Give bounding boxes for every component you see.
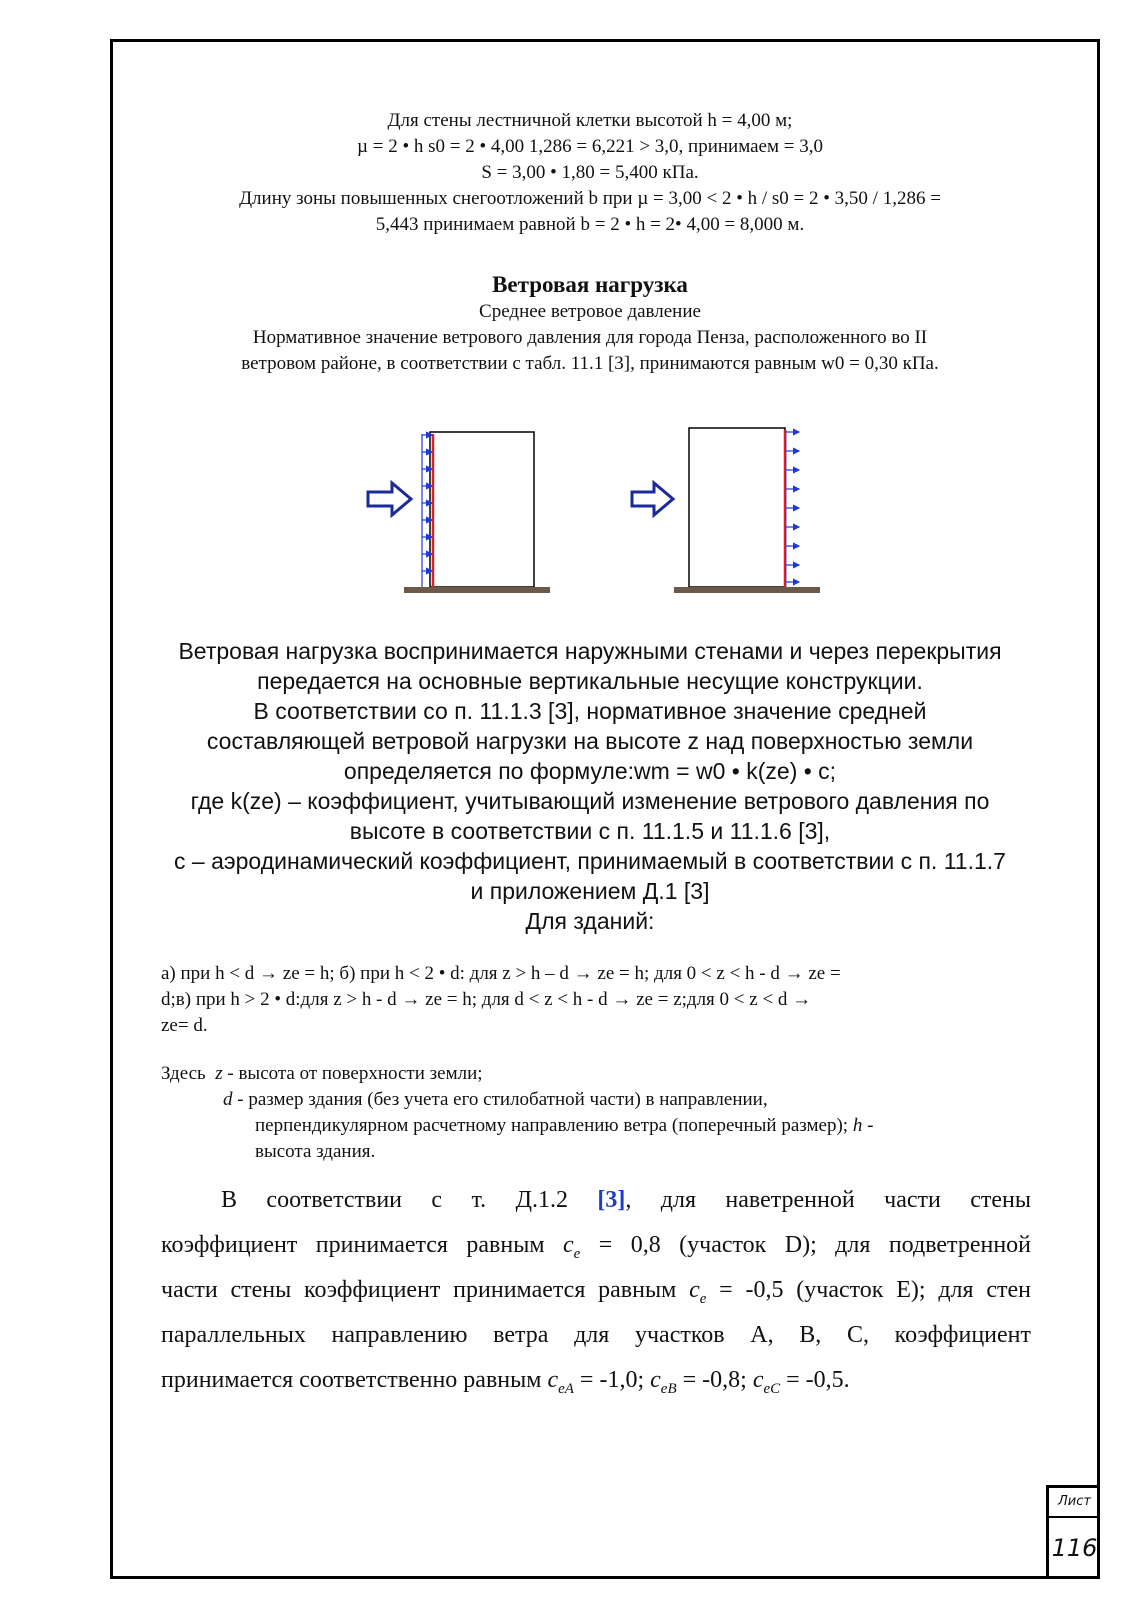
snow-line-2: µ = 2 • h s0 = 2 • 4,00 1,286 = 6,221 > 3,0, принимаем = 3,0 (357, 136, 823, 157)
subscript-e: e (573, 1245, 581, 1262)
body-line-1: Ветровая нагрузка воспринимается наружными стенами и через перекрытия (178, 638, 1002, 664)
body-line-4: составляющей ветровой нагрузки на высоте z над поверхностью земли (206, 728, 974, 754)
coef-text: части стены коэффициент принимается равным (161, 1277, 690, 1303)
note-d (223, 1087, 1023, 1113)
body-line-2: передается на основные вертикальные несущие конструкции. (257, 668, 923, 694)
note-d-cont (255, 1113, 1035, 1139)
coef-text: , для наветренной части стены (625, 1187, 1031, 1213)
cases-line-2: d;в) при h > 2 • d:для z > h - d → ze = h; для d < z < h - d → ze = z;для 0 < z < d → (161, 989, 812, 1010)
symbol-c: c (547, 1367, 559, 1393)
wind-norm-line-2: ветровом районе, в соответствии с табл. 11.1 [3], принимаются равным w0 = 0,30 кПа. (241, 353, 939, 374)
note-z-text: - высота от поверхности земли; (222, 1063, 483, 1084)
ground-strip (674, 587, 820, 593)
ground-strip (404, 587, 550, 593)
coef-line-4: параллельных направлению ветра для участков А, В, С, коэффициент (161, 1322, 1031, 1348)
wind-direction-arrow-icon (632, 483, 673, 515)
coef-text: коэффициент принимается равным (161, 1232, 563, 1258)
note-h-dash: - (862, 1115, 874, 1136)
wind-norm-line-1: Нормативное значение ветрового давления для города Пенза, расположенного во II (252, 327, 928, 348)
body-line-8: c – аэродинамический коэффициент, принимаемый в соответствии с п. 11.1.7 (174, 848, 1006, 874)
body-line-5: определяется по формуле:wm = w0 • k(ze) • c; (343, 758, 837, 784)
symbol-c: c (689, 1277, 700, 1303)
coef-line-1 (161, 1178, 1031, 1223)
symbol-h: h (852, 1115, 863, 1136)
coef-text: = 0,8 (участок D); для подветренной (580, 1232, 1032, 1258)
symbol-z: z (215, 1063, 223, 1084)
wind-subtitle: Среднее ветровое давление (479, 301, 701, 322)
coef-line-5 (161, 1358, 1031, 1412)
reference-link[interactable]: [3] (597, 1187, 626, 1213)
symbol-c: c (752, 1367, 764, 1393)
page-number: 116 (1051, 1534, 1098, 1562)
coef-text: принимается соответственно равным (161, 1367, 548, 1393)
wind-direction-arrow-icon (368, 483, 411, 515)
coef-text: = -0,5 (участок E); для стен (706, 1277, 1031, 1303)
subscript-eA: eA (558, 1380, 574, 1397)
subscript-e: e (699, 1290, 707, 1307)
symbol-d: d (223, 1089, 233, 1110)
note-d-text: - размер здания (без учета его стилобатной части) в направлении, (232, 1089, 768, 1110)
cases-line-1: а) при h < d → ze = h; б) при h < 2 • d: для z > h – d → ze = h; для 0 < z < h - d → ze = (161, 963, 841, 984)
building-leeward (632, 428, 820, 593)
building-windward (368, 432, 550, 593)
note-h-text: высота здания. (255, 1141, 376, 1162)
coef-text: В соответствии с т. Д.1.2 (221, 1187, 598, 1213)
wind-title: Ветровая нагрузка (492, 272, 688, 297)
body-line-7: высоте в соответствии с п. 11.1.5 и 11.1.6 [3], (349, 818, 831, 844)
note-z (161, 1061, 1031, 1087)
note-d-text-2: перпендикулярном расчетному направлению ветра (поперечный размер); (255, 1115, 849, 1136)
sheet-stamp (1046, 1485, 1100, 1579)
subscript-eC: eC (763, 1380, 781, 1397)
body-line-3: В соответствии со п. 11.1.3 [3], нормативное значение средней (253, 698, 927, 724)
symbol-c: c (562, 1232, 574, 1258)
body-line-10: Для зданий: (525, 908, 655, 934)
coef-text: = -1,0; (573, 1367, 651, 1393)
sheet-label: Лист (1049, 1488, 1100, 1518)
coef-text: = -0,5. (780, 1367, 850, 1393)
snow-line-1: Для стены лестничной клетки высотой h = 4,00 м; (387, 110, 793, 131)
snow-line-5: 5,443 принимаем равной b = 2 • h = 2• 4,00 = 8,000 м. (375, 214, 805, 235)
subscript-eB: eB (660, 1380, 677, 1397)
symbol-c: c (650, 1367, 661, 1393)
suction-arrows (786, 432, 799, 582)
snow-line-3: S = 3,00 • 1,80 = 5,400 кПа. (481, 162, 699, 183)
note-here: Здесь (161, 1063, 206, 1084)
cases-line-3: ze= d. (161, 1015, 208, 1036)
coef-text: = -0,8; (676, 1367, 753, 1393)
snow-line-4: Длину зоны повышенных снегоотложений b при µ = 3,00 < 2 • h / s0 = 2 • 3,50 / 1,286 = (239, 188, 941, 209)
body-line-6: где k(ze) – коэффициент, учитывающий изменение ветрового давления по (190, 788, 990, 814)
body-line-9: и приложением Д.1 [3] (470, 878, 710, 904)
